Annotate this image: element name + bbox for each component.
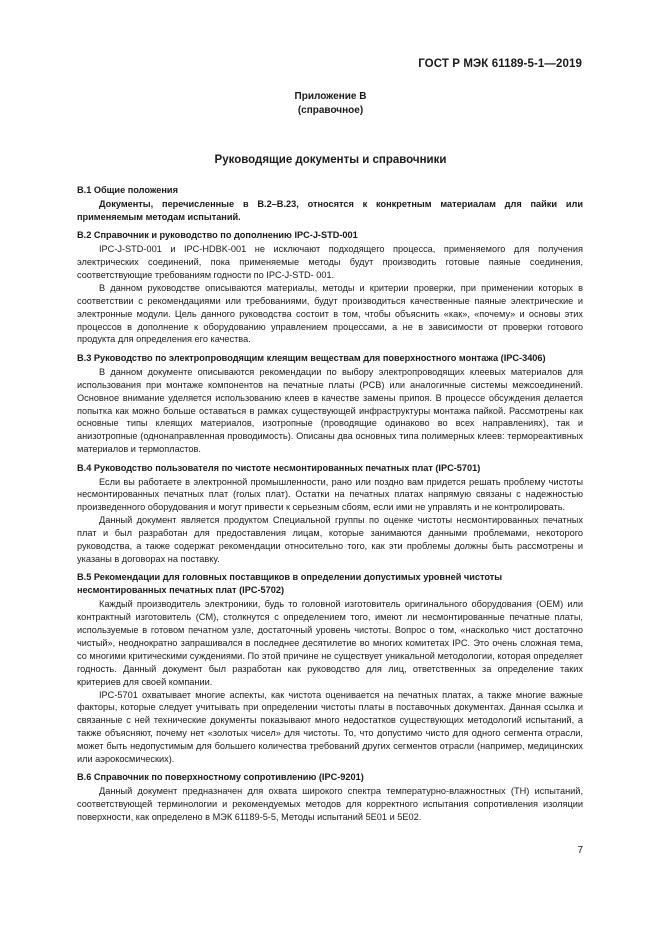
section-heading: В.3 Руководство по электропроводящим клеящим веществам для поверхностного монтажа (IPC-3406) [77,352,546,363]
paragraph: Документы, перечисленные в В.2–В.23, относятся к конкретным материалам для пайки или применяемым методам испытаний. [77,198,583,222]
main-title: Руководящие документы и справочники [214,154,447,166]
paragraph: Данный документ является продуктом Специальной группы по оценке чистоты несмонтированных печатных плат и был разработан для предоставления лицам, которые занимаются данными проблемами, некоторого руководства, а также содержат рекомендации относительно того, как эти проблемы должны быть рассмотрены и указаны в договорах на поставку. [77,515,583,564]
paragraph: IPC-5701 охватывает многие аспекты, как чистота оценивается на печатных платах, а также многие важные факторы, которые следует учитывать при определении чистоты платы в поставочных документах. Данная ссылка и связанные с ней технические документы показывают много недостатков существующих методологий испытаний, а также объясняют, почему нет «золотых чисел» для чистоты. То, что допустимо чисто для одного сегмента отрасли, может быть недопустимым для большего количества требований других сегментов отрасли (например, медицинских или аэрокосмических). [77,689,583,765]
annex-heading [0,90,661,118]
annex-subtitle: (справочное) [297,105,364,116]
section-b5 [77,571,583,766]
section-heading: В.6 Справочник по поверхностному сопротивлению (IPC-9201) [77,772,364,783]
paragraph: Каждый производитель электроники, будь то головной изготовитель оригинального оборудования (OEM) или контрактный изготовитель (CM), столкнутся с определением того, имеют ли несмонтированные печатные платы, используемые в готовом печатном узле, достаточный уровень чистоты. Вопрос о том, «насколько чист достаточно чистый», неоднократно запрашивался в последнее десятилетие во многих комитетах IPC. Это очень сложная тема, со многими критическими суждениями. По этой причине не существует уникальной методологии, которая определяет годность. Данный документ был разработан как руководство для лиц, ответственных за определение таких критериев для своей компании. [77,599,583,687]
section-b3 [77,352,583,456]
paragraph: В данном руководстве описываются материалы, методы и критерии проверки, при применении которых в соответствии с рекомендациями или требованиями, будут производиться качественные паяные электрические и электронные модули. Цель данного руководства состоит в том, чтобы объяснить «как», «почему» и основы этих процессов в дополнение к оборудованию управлением процессами, а не в зависимости от проверки готового продукта для определения его качества. [77,282,583,345]
section-heading: В.2 Справочник и руководство по дополнению IPC-J-STD-001 [77,230,358,241]
section-b2 [77,229,583,346]
section-heading: В.4 Руководство пользователя по чистоте несмонтированных печатных плат (IPC-5701) [77,462,481,473]
section-b4 [77,462,583,566]
document-code: ГОСТ Р МЭК 61189-5-1—2019 [418,58,582,70]
annex-title: Приложение В [294,91,367,102]
page-number: 7 [577,845,583,856]
paragraph: IPC-J-STD-001 и IPC-HDBK-001 не исключают подходящего процесса, применяемого для получения электрических соединений, пока применяемые методы будут производить готовые паяные соединения, соответствующие требованиям годности по IPC-J-STD- 001. [77,244,583,280]
paragraph: Данный документ предназначен для охвата широкого спектра температурно-влажностных (TH) испытаний, соответствующей терминологии и рекомендуемых методов для корректного испытания сопротивления изоляции поверхности, как определено в МЭК 61189-5-5, Методы испытаний 5Е01 и 5Е02. [77,786,583,823]
section-heading: В.5 Рекомендации для головных поставщиков в определении допустимых уровней чистоты несмонтированных печатных плат (IPC-5702) [77,572,503,596]
document-body [77,184,583,830]
section-heading: В.1 Общие положения [77,185,178,195]
section-b1 [77,184,583,224]
section-b6 [77,771,583,824]
paragraph: Если вы работаете в электронной промышленности, рано или поздно вам придется решать проблему чистоты несмонтированных печатных плат (голых плат). Остатки на печатных платах напрямую связаны с надежностью произведенного оборудования и могут привести к серьезным сбоям, если ими не управлять и не контролировать. [77,476,583,513]
paragraph: В данном документе описываются рекомендации по выбору электропроводящих клеевых материалов для использования при монтаже компонентов на печатные платы (PCB) или аналогичные системы межсоединений. Основное внимание уделяется использованию клеев в качестве замены припоя. В процессе обсуждения делается попытка как можно больше оставаться в рамках существующей инфраструктуры монтажа пайкой. Рассмотрены как основные типы клеящих материалов, изотропные (проводящие одинаково во всех направлениях), так и анизотропные (однонаправленная проводимость). Описаны два основных типа полимерных клеев: термореактивных материалов и термопластов. [77,366,583,455]
